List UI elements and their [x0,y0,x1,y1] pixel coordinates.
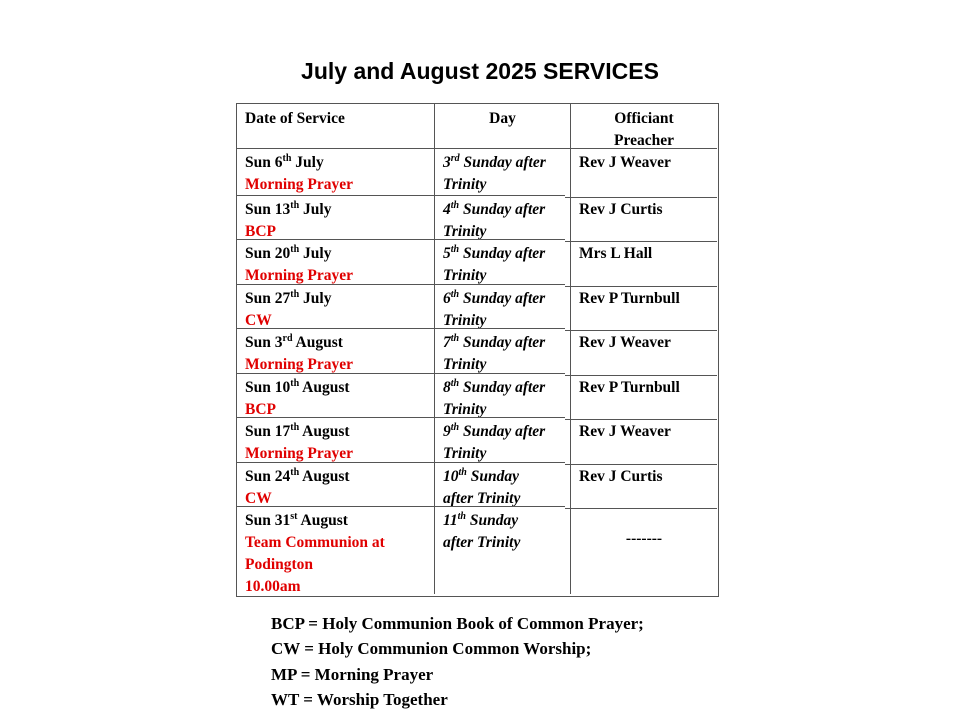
date-month: July [299,290,332,307]
officiant-cell: Rev J Curtis [579,468,663,485]
date-suffix: th [290,199,300,211]
date-month: August [299,379,350,396]
legend-item: WT = Worship Together [271,689,448,709]
liturgical-day-line2: after Trinity [443,490,521,506]
date-month: August [299,423,350,440]
service-type: Morning Prayer [245,176,354,193]
service-type: CW [245,490,272,506]
officiant-cell: Rev J Weaver [579,154,671,171]
date-suffix: st [290,510,298,522]
date-day: Sun 13 [245,201,291,218]
date-cell [237,239,434,284]
header-officiant [571,104,717,148]
date-month: July [299,245,332,262]
header-officiant-line2: Preacher [614,132,674,148]
day-number: 6 [443,290,451,307]
day-cell [435,373,570,417]
day-text: Sunday after [459,423,546,440]
date-cell [237,417,434,462]
day-suffix: th [450,243,460,255]
day-number: 11 [443,512,458,529]
date-cell [237,373,434,417]
day-suffix: th [457,510,466,522]
service-type: BCP [245,401,276,417]
date-suffix: th [290,377,300,389]
services-table [236,103,719,597]
date-suffix: th [282,152,292,164]
service-time: 10.00am [245,578,301,594]
date-day: Sun 27 [245,290,291,307]
date-cell [237,328,434,373]
day-cell [435,417,570,462]
liturgical-day-line2: Trinity [443,356,487,373]
day-number: 8 [443,379,451,396]
liturgical-day-line2: Trinity [443,312,487,328]
day-cell [435,284,570,328]
service-date [245,377,434,399]
date-month: July [291,154,324,171]
header-date: Date of Service [245,110,345,127]
date-day: Sun 20 [245,245,291,262]
service-date [245,199,434,221]
service-date [245,466,434,488]
liturgical-day-line2: Trinity [443,267,487,284]
date-month: August [297,512,348,529]
day-text: Sunday after [459,379,546,396]
liturgical-day [443,199,570,221]
service-date [245,332,434,354]
legend-item: BCP = Holy Communion Book of Common Prayer; [271,614,644,633]
day-number: 10 [443,468,459,485]
liturgical-day [443,377,570,399]
day-text: Sunday after [459,245,546,262]
day-number: 4 [443,201,451,218]
officiant-cell: Rev P Turnbull [579,379,680,396]
officiant-cell: Rev J Weaver [579,334,671,351]
day-suffix: th [450,332,460,344]
service-date [245,510,434,532]
service-type: Morning Prayer [245,356,354,373]
date-month: August [299,468,350,485]
day-suffix: th [450,377,460,389]
day-suffix: th [458,466,467,478]
day-suffix: th [450,199,460,211]
date-cell [237,284,434,328]
service-type: BCP [245,223,276,239]
date-suffix: th [290,243,300,255]
liturgical-day [443,243,570,265]
day-cell [435,148,570,195]
service-date [245,421,434,443]
header-officiant-line1: Officiant [614,110,674,127]
date-day: Sun 6 [245,154,283,171]
day-text: Sunday after [459,201,546,218]
day-text: Sunday after [459,290,546,307]
legend [271,611,644,712]
date-cell [237,195,434,239]
day-cell [435,328,570,373]
header-day: Day [489,110,516,127]
date-suffix: th [290,466,300,478]
day-suffix: th [450,421,460,433]
date-day: Sun 17 [245,423,291,440]
liturgical-day-line2: Trinity [443,176,487,193]
day-number: 7 [443,334,451,351]
date-month: August [292,334,343,351]
liturgical-day-line2: Trinity [443,445,487,462]
officiant-cell: ------- [625,530,663,547]
day-text: Sunday after [459,154,546,171]
liturgical-day-line2: Trinity [443,223,487,239]
legend-item: CW = Holy Communion Common Worship; [271,639,592,659]
day-suffix: rd [450,152,460,164]
liturgical-day [443,288,570,310]
page-title: July and August 2025 SERVICES [301,58,659,84]
day-cell [435,195,570,239]
liturgical-day [443,466,570,488]
date-cell [237,462,434,506]
day-suffix: th [450,288,460,300]
date-day: Sun 24 [245,468,291,485]
day-number: 5 [443,245,451,262]
liturgical-day [443,332,570,354]
service-type: Podington [245,556,314,573]
service-date [245,243,434,265]
liturgical-day-line2: after Trinity [443,534,521,551]
service-date [245,152,434,174]
liturgical-day-line2: Trinity [443,401,487,417]
service-type: Morning Prayer [245,445,354,462]
date-cell [237,148,434,195]
date-day: Sun 10 [245,379,291,396]
date-suffix: rd [282,332,293,344]
date-suffix: th [290,288,300,300]
service-type: Morning Prayer [245,267,354,284]
officiant-cell: Mrs L Hall [579,245,653,262]
date-day: Sun 31 [245,512,291,529]
date-day: Sun 3 [245,334,283,351]
date-cell [237,506,434,594]
service-date [245,288,434,310]
liturgical-day [443,421,570,443]
legend-item: MP = Morning Prayer [271,664,434,684]
officiant-cell: Rev J Curtis [579,201,663,218]
day-cell [435,506,570,594]
day-text: Sunday [466,468,519,485]
day-cell [435,239,570,284]
day-cell [435,462,570,506]
service-type: CW [245,312,272,328]
day-number: 9 [443,423,451,440]
service-type: Team Communion at [245,534,385,551]
day-text: Sunday after [459,334,546,351]
officiant-cell: Rev P Turnbull [579,290,680,307]
officiant-cell: Rev J Weaver [579,423,671,440]
liturgical-day [443,152,570,174]
day-text: Sunday [466,512,519,529]
date-suffix: th [290,421,300,433]
liturgical-day [443,510,570,532]
day-number: 3 [443,154,451,171]
date-month: July [299,201,332,218]
